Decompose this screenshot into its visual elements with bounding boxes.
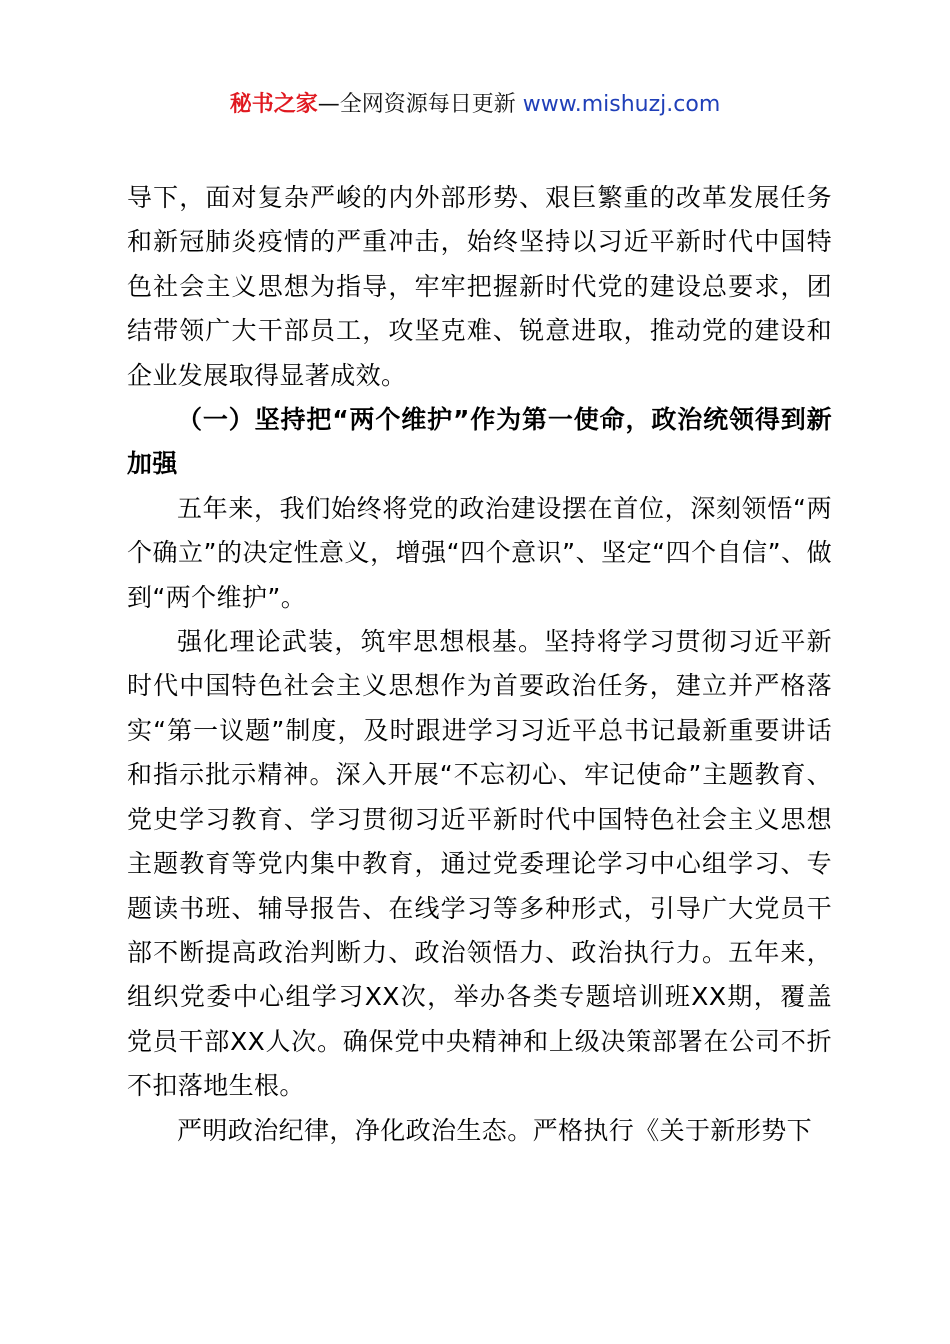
section-heading: （一）坚持把“两个维护”作为第一使命，政治统领得到新加强: [127, 405, 832, 479]
paragraph-theory: 强化理论武装，筑牢思想根基。坚持将学习贯彻习近平新时代中国特色社会主义思想作为首要政治任务，建立并严格落实“第一议题”制度，及时跟进学习习近平总书记最新重要讲话和指示批示精神。深入开展“不忘初心、牢记使命”主题教育、党史学习教育、学习贯彻习近平新时代中国特色社会主义思想主题教育等党内集中教育，通过党委理论学习中心组学习、专题读书班、辅导报告、在线学习等多种形式，引导广大党员干部不断提高政治判断力、政治领悟力、政治执行力。五年来，组织党委中心组学习XX次，举办各类专题培训班XX期，覆盖党员干部XX人次。确保党中央精神和上级决策部署在公司不折不扣落地生根。: [127, 627, 832, 1101]
document-body: [127, 176, 832, 1153]
paragraph-intro: 五年来，我们始终将党的政治建设摆在首位，深刻领悟“两个确立”的决定性意义，增强“四个意识”、坚定“四个自信”、做到“两个维护”。: [127, 493, 832, 612]
paragraph-continuation: 导下，面对复杂严峻的内外部形势、艰巨繁重的改革发展任务和新冠肺炎疫情的严重冲击，始终坚持以习近平新时代中国特色社会主义思想为指导，牢牢把握新时代党的建设总要求，团结带领广大干部员工，攻坚克难、锐意进取，推动党的建设和企业发展取得显著成效。: [127, 183, 832, 390]
paragraph-discipline: 严明政治纪律，净化政治生态。严格执行《关于新形势下: [177, 1115, 813, 1145]
site-tagline: —全网资源每日更新: [317, 92, 523, 117]
page-header: [0, 88, 950, 122]
site-brand: 秘书之家: [229, 92, 318, 117]
site-url-link[interactable]: www.mishuzj.com: [522, 92, 721, 117]
